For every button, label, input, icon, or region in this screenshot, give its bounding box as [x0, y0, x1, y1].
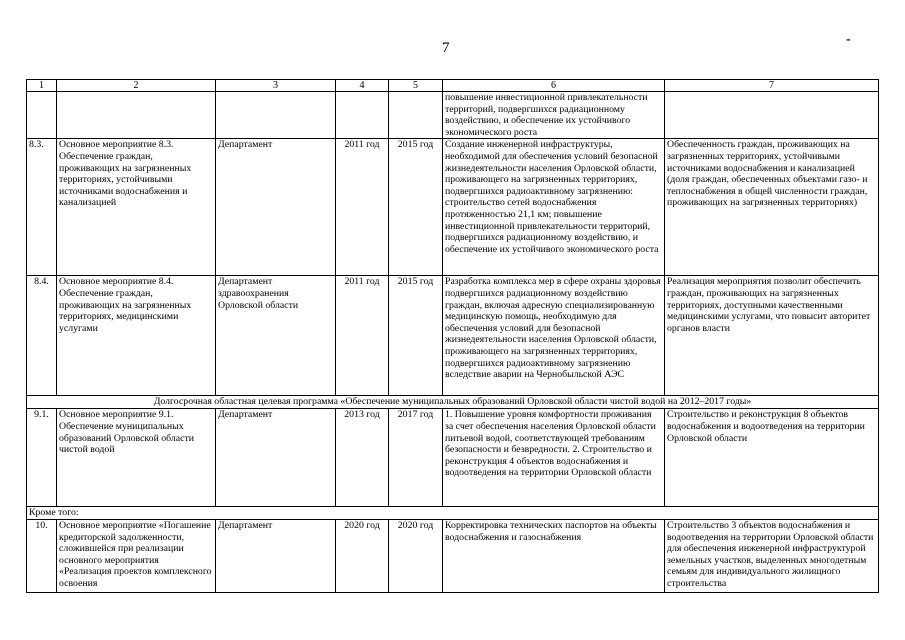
measure-name: Основное мероприятие 9.1. Обеспечение муниципальных образований Орловской области чистой водой: [57, 409, 216, 507]
expected-result: Реализация мероприятия позволит обеспечить граждан, проживающих на загрязненных территориях, доступными качественными медицинскими услугами, что повысит авторитет органов власти: [665, 276, 879, 396]
end-year: 2015 год: [389, 139, 443, 276]
expected-result: Обеспеченность граждан, проживающих на загрязненных территориях, устойчивыми источниками водоснабжения и канализацией (доля граждан, обеспеченных объектами газо- и теплоснабжения в общей численности граждан, проживающих на загрязненных территориях): [665, 139, 879, 276]
measure-name: [57, 92, 216, 139]
measure-actions: Создание инженерной инфраструктуры, необходимой для обеспечения условий безопасной жизнедеятельности населения Орловской области, проживающего на загрязненных территориях, подвергшихся радиоактивному загрязнению: строительство сетей водоснабжения протяженностью 21,1 км; повышение инвестиционной привлекательности территорий, подвергшихся радиационному воздействию, и обеспечение их устойчивого экономического роста: [443, 139, 665, 276]
expected-result: Строительство 3 объектов водоснабжения и водоотведения на территории Орловской области для обеспечения инженерной инфраструктурой земельных участков, выделенных многодетным семьям для индивидуального жилищного строительства: [665, 519, 879, 592]
row-number: 8.3.: [27, 139, 57, 276]
table-row: [27, 519, 879, 592]
table-row: [27, 276, 879, 396]
measure-actions: 1. Повышение уровня комфортности проживания за счет обеспечения населения Орловской области питьевой водой, соответствующей требованиям безопасности и безвредности. 2. Строительство и реконструкция 4 объектов водоснабжения и водоотведения на территории Орловской области: [443, 409, 665, 507]
row-number: 9.1.: [27, 409, 57, 507]
end-year: [389, 92, 443, 139]
program-table: [26, 79, 879, 593]
corner-mark: -: [846, 32, 851, 47]
start-year: [336, 92, 389, 139]
header-row: [27, 80, 879, 92]
table-row: [27, 139, 879, 276]
page-number: 7: [442, 40, 450, 56]
responsible-dept: Департамент: [216, 139, 336, 276]
header-cell: 3: [216, 80, 336, 92]
table-row: [27, 409, 879, 507]
measure-actions: Разработка комплекса мер в сфере охраны здоровья подвергшихся радиационному воздействию граждан, включая адресную специализированную медицинскую помощь, необходимую для обеспечения условий для безопасной жизнедеятельности населения Орловской области, проживающего на загрязненных территориях, подвергшихся радиоактивному загрязнению вследствие аварии на Чернобыльской АЭС: [443, 276, 665, 396]
start-year: 2011 год: [336, 276, 389, 396]
header-cell: 4: [336, 80, 389, 92]
expected-result: Строительство и реконструкция 8 объектов водоснабжения и водоотведения на территории Орловской области: [665, 409, 879, 507]
measure-name: Основное мероприятие 8.4. Обеспечение граждан, проживающих на загрязненных территориях, медицинскими услугами: [57, 276, 216, 396]
header-cell: 7: [665, 80, 879, 92]
row-number: 10.: [27, 519, 57, 592]
measure-actions: повышение инвестиционной привлекательности территорий, подвергшихся радиационному воздействию, и обеспечение их устойчивого экономического роста: [443, 92, 665, 139]
end-year: 2017 год: [389, 409, 443, 507]
responsible-dept: [216, 92, 336, 139]
responsible-dept: Департамент: [216, 519, 336, 592]
responsible-dept: Департамент здравоохранения Орловской области: [216, 276, 336, 396]
header-cell: 6: [443, 80, 665, 92]
program-title: Долгосрочная областная целевая программа «Обеспечение муниципальных образований Орловской области чистой водой на 2012–2017 годы»: [27, 396, 879, 409]
measure-name: Основное мероприятие «Погашение кредиторской задолженности, сложившейся при реализации основного мероприятия «Реализация проектов комплексного освоения: [57, 519, 216, 592]
row-number: 8.4.: [27, 276, 57, 396]
header-cell: 1: [27, 80, 57, 92]
kroma-row: [27, 507, 879, 520]
row-number: [27, 92, 57, 139]
start-year: 2020 год: [336, 519, 389, 592]
kroma-label: Кроме того:: [27, 507, 879, 520]
header-cell: 2: [57, 80, 216, 92]
table-row: [27, 92, 879, 139]
measure-actions: Корректировка технических паспортов на объекты водоснабжения и газоснабжения: [443, 519, 665, 592]
header-cell: 5: [389, 80, 443, 92]
responsible-dept: Департамент: [216, 409, 336, 507]
program-title-row: [27, 396, 879, 409]
end-year: 2020 год: [389, 519, 443, 592]
measure-name: Основное мероприятие 8.3. Обеспечение граждан, проживающих на загрязненных территориях, устойчивыми источниками водоснабжения и канализацией: [57, 139, 216, 276]
start-year: 2011 год: [336, 139, 389, 276]
start-year: 2013 год: [336, 409, 389, 507]
end-year: 2015 год: [389, 276, 443, 396]
expected-result: [665, 92, 879, 139]
